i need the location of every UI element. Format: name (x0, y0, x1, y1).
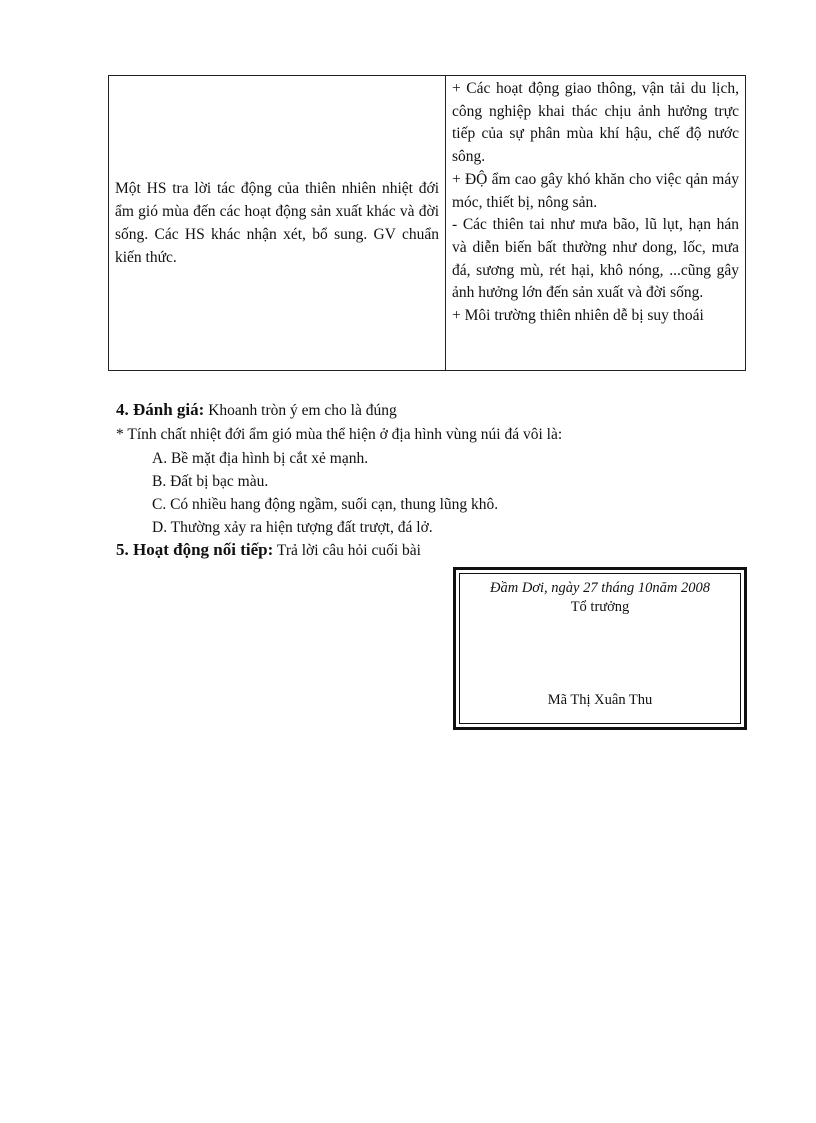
knowledge-cell (446, 76, 745, 370)
section4-heading: 4. Đánh giá: (116, 400, 205, 419)
signature-role: Tổ trưởng (570, 599, 630, 615)
signature-inner (459, 573, 741, 724)
option-d: D. Thường xảy ra hiện tượng đất trượt, đá lở. (152, 519, 433, 536)
knowledge-point: + Môi trường thiên nhiên dễ bị suy thoái (452, 307, 704, 325)
knowledge-point: + Các hoạt động giao thông, vận tải du lịch, công nghiệp khai thác chịu ảnh hưởng trực tiếp của sự phân mùa khí hậu, chế độ nước sông. (452, 80, 739, 166)
section5-text: Trả lời câu hỏi cuối bài (276, 542, 421, 559)
option-a: A. Bề mặt địa hình bị cắt xẻ mạnh. (152, 450, 369, 467)
signature-box (453, 567, 747, 730)
activity-text: Một HS tra lời tác động của thiên nhiên nhiệt đới ẩm gió mùa đến các hoạt động sản xuất khác và đời sống. Các HS khác nhận xét, bổ sung. GV chuẩn kiến thức. (115, 180, 439, 266)
activity-table (108, 75, 746, 371)
question-text: * Tính chất nhiệt đới ẩm gió mùa thể hiện ở địa hình vùng núi đá vôi là: (116, 426, 563, 443)
knowledge-point: - Các thiên tai như mưa bão, lũ lụt, hạn hán và diễn biến bất thường như dong, lốc, mưa đá, sương mù, rét hại, khô nóng, ...cũng gây ảnh hưởng lớn đến sản xuất và đời sống. (452, 216, 739, 302)
section5-heading: 5. Hoạt động nối tiếp: (116, 540, 274, 559)
section4-text: Khoanh tròn ý em cho là đúng (208, 402, 397, 419)
option-c: C. Có nhiều hang động ngầm, suối cạn, thung lũng khô. (152, 496, 499, 513)
section4-line (116, 399, 397, 422)
signature-date: Đầm Dơi, ngày 27 tháng 10năm 2008 (490, 580, 710, 596)
knowledge-point: + ĐỘ ẩm cao gây khó khăn cho việc qản máy móc, thiết bị, nông sản. (452, 170, 739, 211)
activity-cell (109, 76, 446, 370)
option-b: B. Đất bị bạc màu. (152, 473, 269, 490)
signature-name: Mã Thị Xuân Thu (547, 692, 653, 708)
section5-line (116, 539, 421, 562)
